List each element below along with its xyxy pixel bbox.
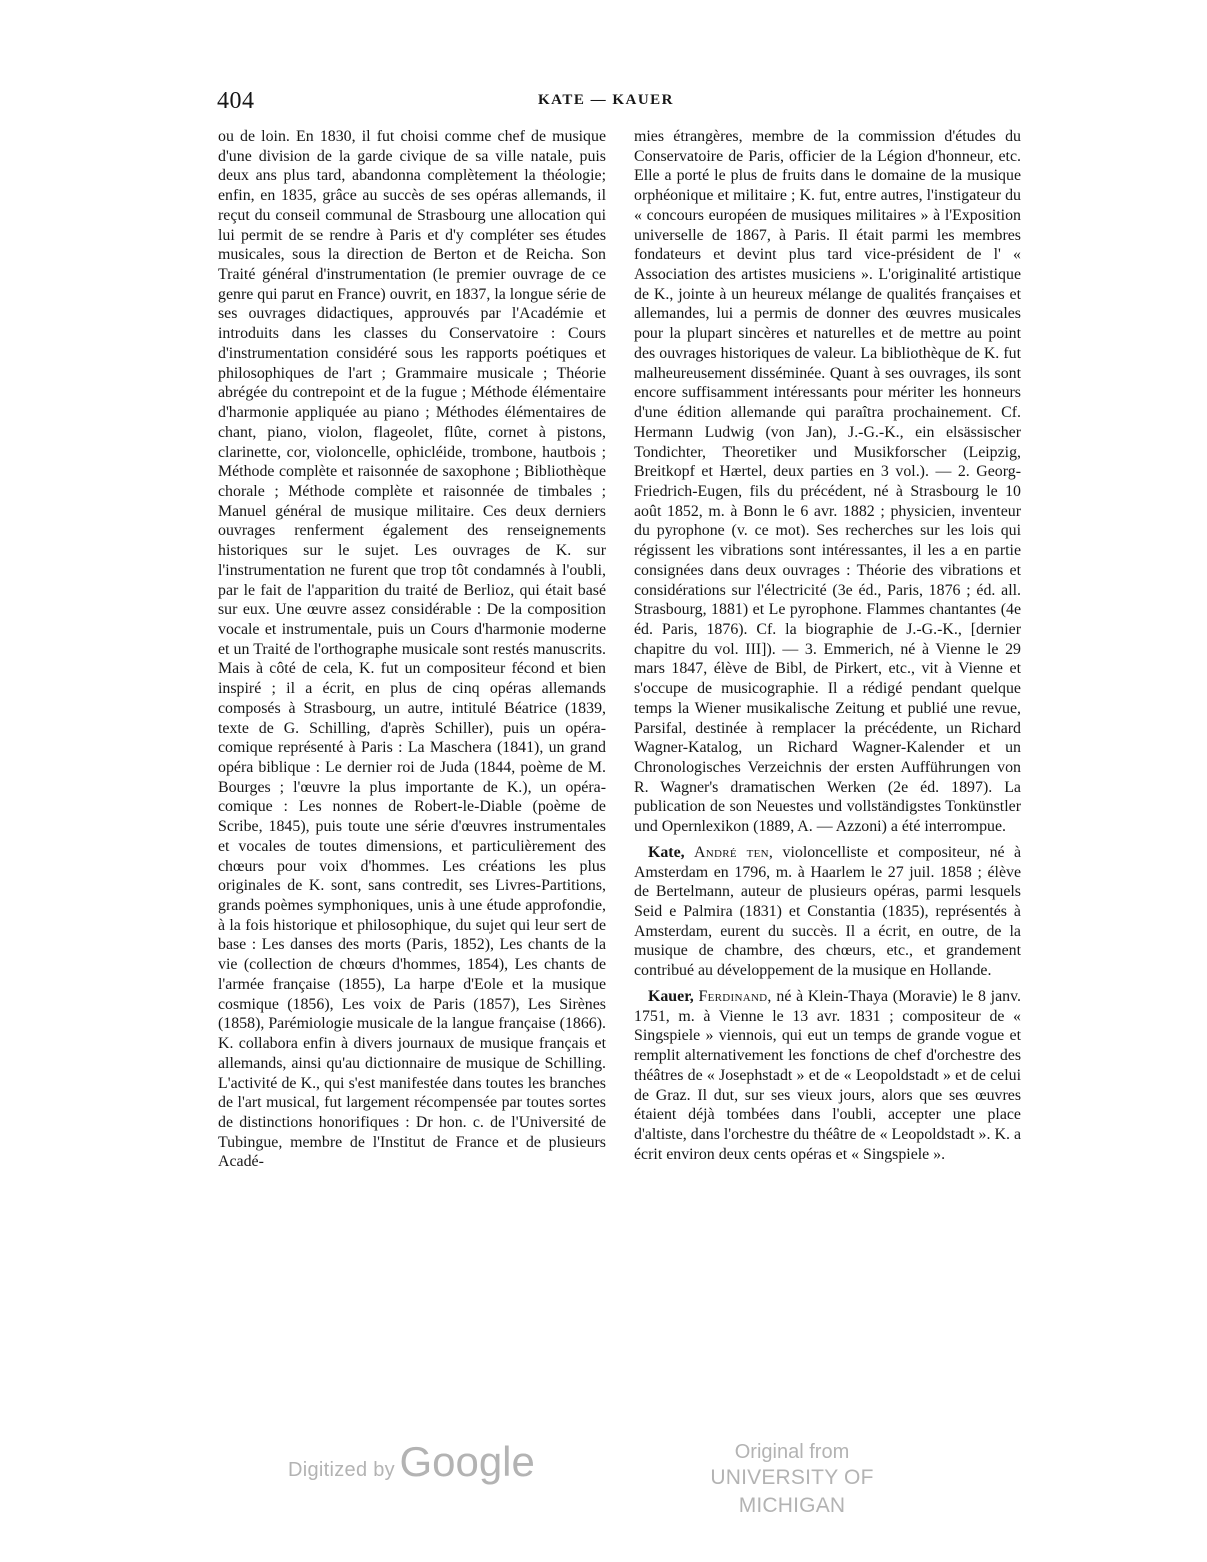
entry-kauer-text: né à Klein-Thaya (Moravie) le 8 janv. 1751, m. à Vienne le 13 avr. 1831 ; compositeur de « Singspiele » viennois, qui eut un temps de grande vogue et remplit alternativement les fonctions de chef d'orchestre des théâtres de « Josephstadt » et de « Leopoldstadt » et de celui de Graz. Il dut, sur ses vieux jours, alors que ses œuvres étaient déjà tombées dans l'oubli, accepter une place d'altiste, dans l'orchestre du théâtre de « Leopoldstadt ». K. a écrit environ deux cents opéras et « Singspiele ».	[634, 987, 1021, 1163]
headword-kauer: Kauer,	[648, 987, 694, 1005]
digitized-by-watermark	[288, 1438, 535, 1486]
entry-kauer	[634, 987, 1021, 1164]
left-column-text: ou de loin. En 1830, il fut choisi comme chef de musique d'une division de la garde civique de sa ville natale, puis deux ans plus tard, abandonna complètement la théologie; enfin, en 1835, grâce au succès de ses opéras allemands, il reçut du conseil communal de Strasbourg une allocation qui lui permit de se rendre à Paris et d'y compléter ses études musicales, sous la direction de Berton et de Reicha. Son Traité général d'instrumentation (le premier ouvrage de ce genre qui parut en France) ouvrit, en 1837, la longue série de ses ouvrages didactiques, approuvés par l'Académie et introduits dans les classes du Conservatoire : Cours d'instrumentation considéré sous les rapports poétiques et philosophiques de l'art ; Grammaire musicale ; Théorie abrégée du contrepoint et de la fugue ; Méthode élémentaire d'harmonie appliquée au piano ; Méthodes élémentaires de chant, piano, violon, flageolet, flûte, cornet à pistons, clarinette, cor, violoncelle, ophicléide, trombone, hautbois ; Méthode complète et raisonnée de saxophone ; Bibliothèque chorale ; Méthode complète et raisonnée de timbales ; Manuel général de musique militaire. Ces deux derniers ouvrages renferment également des renseignements historiques sur le sujet. Les ouvrages de K. sur l'instrumentation ne furent que trop tôt condamnés à l'oubli, par le fait de l'apparition du traité de Berlioz, qui était basé sur eux. Une œuvre assez considérable : De la composition vocale et instrumentale, puis un Cours d'harmonie moderne et un Traité de l'orthographe musicale sont restés manuscrits. Mais à côté de cela, K. fut un compositeur fécond et bien inspiré ; il a écrit, en plus de cinq opéras allemands composés à Strasbourg, un autre, intitulé Béatrice (1839, texte de G. Schilling, d'après Schiller), puis un opéra-comique représenté à Paris : La Maschera (1841), un grand opéra biblique : Le dernier roi de Juda (1844, poème de M. Bourges ; l'œuvre la plus importante de K.), un opéra-comique : Les nonnes de Robert-le-Diable (poème de Scribe, 1845), puis toute une série d'œuvres instrumentales et vocales de toutes dimensions, et particulièrement des chœurs pour voix d'hommes. Les créations les plus originales de K. sont, sans contredit, ses Livres-Partitions, grands poèmes symphoniques, unis à une étude approfondie, à la fois historique et philosophique, du sujet qui leur sert de base : Les danses des morts (Paris, 1852), Les chants de la vie (collection de chœurs d'hommes, 1854), Les chants de l'armée française (1855), La harpe d'Eole et la musique cosmique (1856), Les voix de Paris (1857), Les Sirènes (1858), Parémiologie musicale de la langue française (1866). K. collabora enfin à divers journaux de musique français et allemands, ainsi qu'au dictionnaire de musique de Schilling. L'activité de K., qui s'est manifestée dans toutes les branches de l'art musical, fut largement récompensée par toutes sortes de distinctions honorifiques : Dr hon. c. de l'Université de Tubingue, membre de l'Institut de France et de plusieurs Acadé-	[218, 128, 606, 1171]
entry-kate-text: violoncelliste et compositeur, né à Amsterdam en 1796, m. à Haarlem le 27 juil. 1858 ; élève de Bertelmann, auteur de plusieurs opéras, parmi lesquels Seid e Palmira (1831) et Constantia (1835), représentés à Amsterdam, eurent du succès. Il a écrit, en outre, de la musique de chambre, des chœurs, etc., et grandement contribué au développement de la musique en Hollande.	[634, 843, 1021, 980]
headword-kate: Kate,	[648, 843, 685, 861]
original-from-watermark	[667, 1440, 917, 1520]
kastner-entry-continuation: mies étrangères, membre de la commission d'études du Conservatoire de Paris, officier de la Légion d'honneur, etc. Elle a porté le plus de fruits dans le domaine de la musique orphéonique et militaire ; K. fut, entre autres, l'instigateur du « concours européen de musiques militaires » à l'Exposition universelle de 1867, à Paris. Il était parmi les membres fondateurs et devint plus tard vice-président de l' « Association des artistes musiciens ». L'originalité artistique de K., jointe à un heureux mélange de qualités françaises et allemandes, lui a permis de donner des œuvres musicales pour la plupart sincères et naturelles et de mettre au point des ouvrages historiques de valeur. La bibliothèque de K. fut malheureusement disséminée. Quant à ses ouvrages, ils sont encore suffisamment intéressants pour mériter les honneurs d'une édition allemande qui paraîtra prochainement. Cf. Hermann Ludwig (von Jan), J.-G.-K., ein elsässischer Tondichter, Theoretiker und Musikforscher (Leipzig, Breitkopf et Hærtel, deux parties en 3 vol.). — 2. Georg-Friedrich-Eugen, fils du précédent, né à Strasbourg le 10 août 1852, m. à Bonn le 6 avr. 1882 ; physicien, inventeur du pyrophone (v. ce mot). Ses recherches sur les lois qui régissent les vibrations sont intéressantes, il les a en partie consignées dans deux ouvrages : Théorie des vibrations et considérations sur l'électricité (3e éd., Paris, 1876 ; éd. all. Strasbourg, 1881) et Le pyrophone. Flammes chantantes (4e éd. Paris, 1876). Cf. la biographie de J.-G.-K., [dernier chapitre du vol. III]). — 3. Emmerich, né à Vienne le 29 mars 1847, élève de Bibl, de Pirkert, etc., vit à Vienne et s'occupe de musicographie. Il a rédigé pendant quelque temps la Wiener musikalische Zeitung et publié une revue, Parsifal, destinée à remplacer la précédente, un Richard Wagner-Katalog, un Richard Wagner-Kalender et un Chronologisches Verzeichnis der ersten Aufführungen von R. Wagner's dramatischen Werken (2e éd. 1897). La publication de son Neuestes und vollständigstes Tonkünstler und Opernlexikon (1889, A. — Azzoni) a été interrompue.	[634, 128, 1021, 836]
given-name-kate: André ten,	[694, 843, 774, 861]
column-gutter	[620, 124, 621, 1454]
university-text: UNIVERSITY OF MICHIGAN	[710, 1466, 874, 1517]
page-number: 404	[217, 88, 255, 114]
google-logo: Google	[399, 1438, 535, 1485]
digitized-by-text: Digitized by	[288, 1459, 395, 1481]
left-column	[218, 127, 606, 1172]
original-from-text: Original from	[734, 1441, 850, 1463]
entry-kate	[634, 843, 1021, 981]
right-column	[634, 127, 1021, 1164]
running-head: KATE — KAUER	[537, 92, 675, 108]
given-name-kauer: Ferdinand,	[698, 987, 772, 1005]
